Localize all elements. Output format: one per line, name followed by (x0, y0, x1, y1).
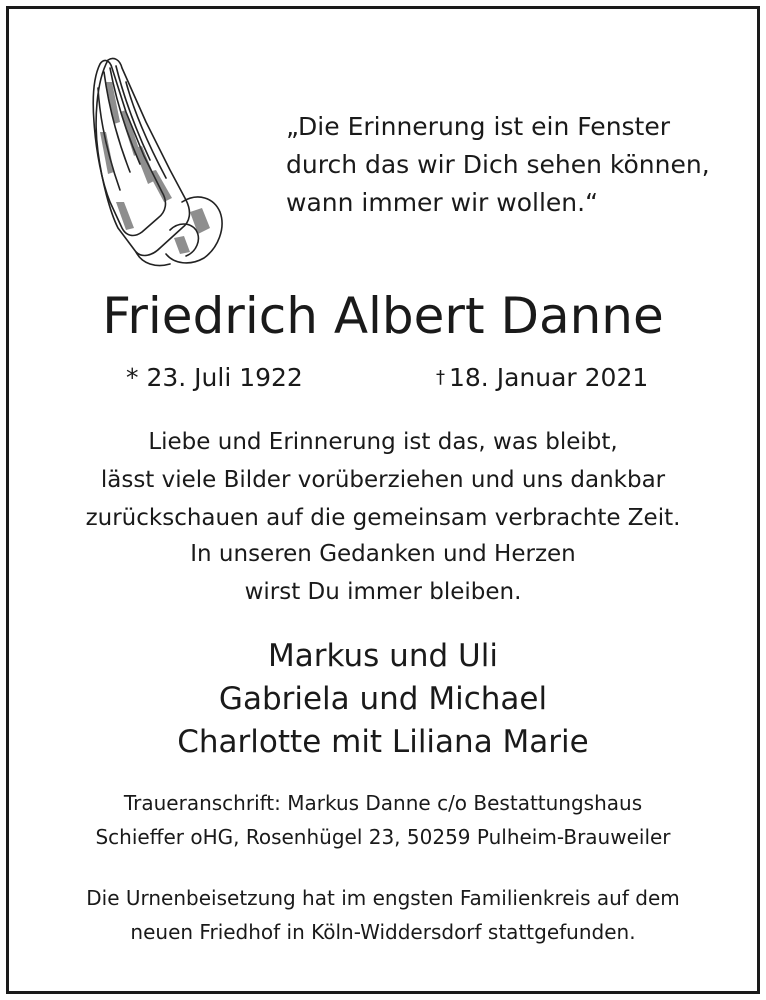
address-line: Schieffer oHG, Rosenhügel 23, 50259 Pulheim-Brauweiler (95, 825, 671, 849)
quote-line: „Die Erinnerung ist ein Fenster (286, 112, 671, 141)
burial-notice (0, 881, 766, 949)
poem-line: zurückschauen auf die gemeinsam verbrachte Zeit. (85, 505, 681, 531)
cross-symbol: † (436, 367, 445, 388)
condolence-address (0, 786, 766, 854)
poem-line: In unseren Gedanken und Herzen (190, 541, 576, 567)
poem-stanza-2 (0, 535, 766, 611)
notice-line: neuen Friedhof in Köln-Widdersdorf stattgefunden. (130, 920, 636, 944)
notice-line: Die Urnenbeisetzung hat im engsten Familienkreis auf dem (86, 886, 680, 910)
address-line: Traueranschrift: Markus Danne c/o Bestattungshaus (123, 791, 643, 815)
deceased-name: Friedrich Albert Danne (102, 287, 664, 345)
death-date-text: 18. Januar 2021 (449, 363, 649, 392)
birth-date: * 23. Juli 1922 (126, 363, 303, 392)
praying-hands-icon (86, 52, 228, 270)
mourner: Gabriela und Michael (218, 681, 548, 717)
quote-line: wann immer wir wollen.“ (286, 188, 599, 217)
mourner: Markus und Uli (268, 638, 498, 674)
quote (286, 108, 710, 222)
death-date (436, 362, 648, 394)
poem-line: wirst Du immer bleiben. (244, 579, 522, 605)
mourner: Charlotte mit Liliana Marie (177, 724, 589, 760)
mourners-list (0, 635, 766, 764)
poem-line: Liebe und Erinnerung ist das, was bleibt, (148, 429, 618, 455)
poem-stanza-1 (0, 423, 766, 537)
poem-line: lässt viele Bilder vorüberziehen und uns dankbar (100, 467, 666, 493)
quote-line: durch das wir Dich sehen können, (286, 150, 710, 179)
